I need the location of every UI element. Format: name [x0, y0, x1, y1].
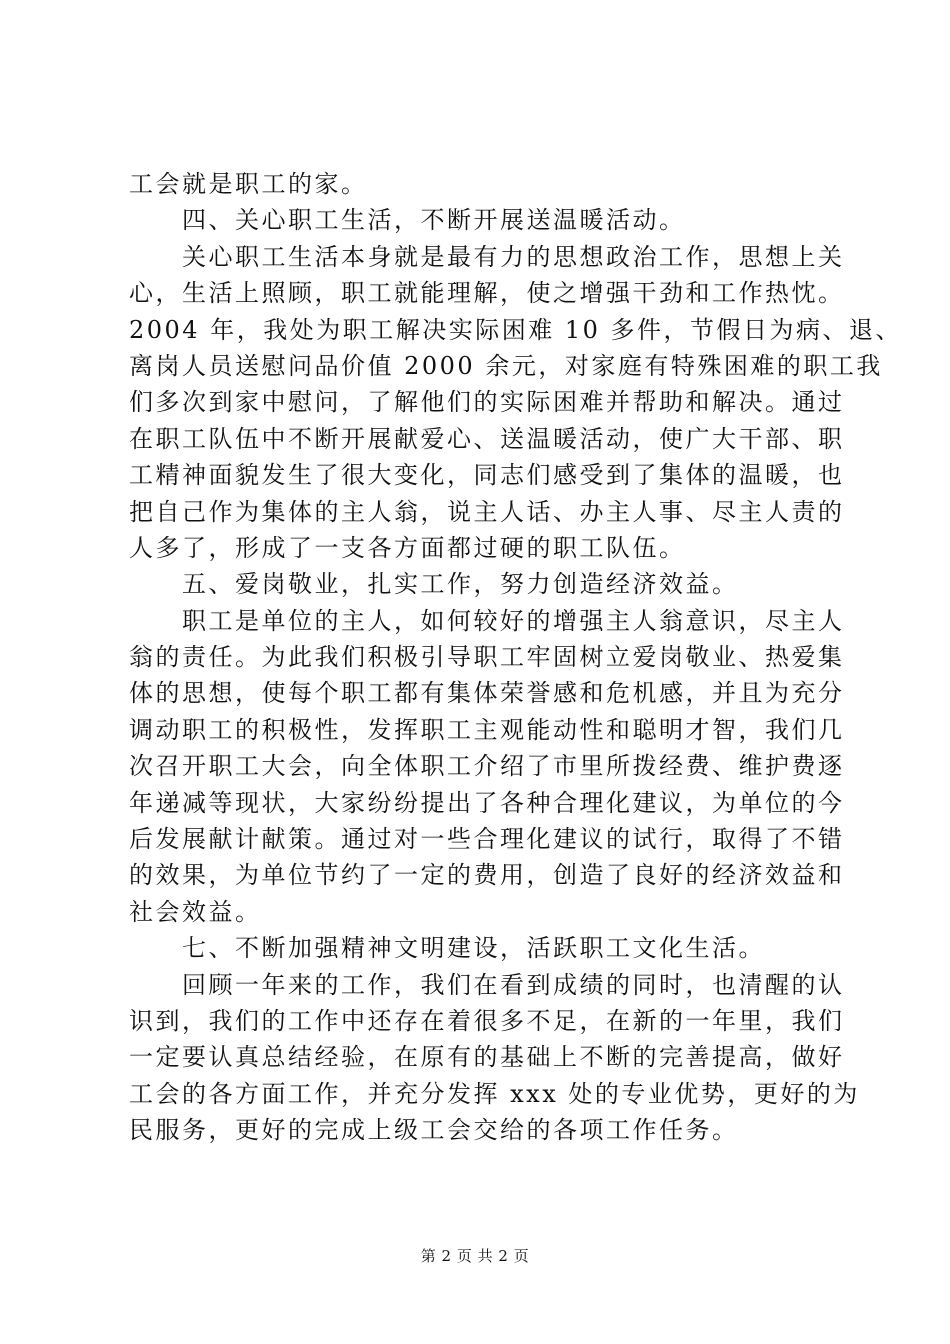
text-line: 四、关心职工生活，不断开展送温暖活动。 — [182, 206, 686, 235]
text-line: 五、爱岗敬业，扎实工作，努力创造经济效益。 — [182, 570, 739, 599]
text-line: 关心职工生活本身就是最有力的思想政治工作，思想上关 — [182, 242, 845, 271]
text-line: 工会的各方面工作，并充分发挥 xxx 处的专业优势，更好的为 — [129, 1079, 860, 1108]
text-line: 后发展献计献策。通过对一些合理化建议的试行，取得了不错 — [129, 825, 845, 854]
text-line: 把自己作为集体的主人翁，说主人话、办主人事、尽主人责的 — [129, 497, 845, 526]
text-line: 回顾一年来的工作，我们在看到成绩的同时，也清醒的认 — [182, 970, 845, 999]
text-line: 2004 年，我处为职工解决实际困难 10 多件，节假日为病、退、 — [129, 315, 903, 344]
text-line: 工会就是职工的家。 — [129, 170, 368, 198]
text-line: 在职工队伍中不断开展献爱心、送温暖活动，使广大干部、职 — [129, 424, 845, 453]
page-number-footer: 第 2 页 共 2 页 — [420, 1247, 530, 1265]
text-line: 七、不断加强精神文明建设，活跃职工文化生活。 — [182, 934, 765, 963]
text-line: 工精神面貌发生了很大变化，同志们感受到了集体的温暖，也 — [129, 461, 845, 490]
text-line: 翁的责任。为此我们积极引导职工牢固树立爱岗敬业、热爱集 — [129, 643, 845, 672]
document-body — [129, 166, 903, 1149]
text-line: 次召开职工大会，向全体职工介绍了市里所拨经费、维护费逐 — [129, 752, 845, 781]
text-line: 民服务，更好的完成上级工会交给的各项工作任务。 — [129, 1116, 739, 1145]
text-line: 一定要认真总结经验，在原有的基础上不断的完善提高，做好 — [129, 1043, 845, 1072]
text-line: 调动职工的积极性，发挥职工主观能动性和聪明才智，我们几 — [129, 715, 845, 744]
text-line: 年递减等现状，大家纷纷提出了各种合理化建议，为单位的今 — [129, 788, 845, 817]
text-line: 离岗人员送慰问品价值 2000 余元，对家庭有特殊困难的职工我 — [129, 351, 883, 380]
text-line: 职工是单位的主人，如何较好的增强主人翁意识，尽主人 — [182, 606, 845, 635]
text-line: 的效果，为单位节约了一定的费用，创造了良好的经济效益和 — [129, 861, 845, 890]
text-line: 体的思想，使每个职工都有集体荣誉感和危机感，并且为充分 — [129, 679, 845, 708]
text-line: 心，生活上照顾，职工就能理解，使之增强干劲和工作热忱。 — [129, 279, 845, 308]
text-line: 社会效益。 — [129, 897, 262, 926]
text-line: 们多次到家中慰问，了解他们的实际困难并帮助和解决。通过 — [129, 388, 845, 417]
text-line: 识到，我们的工作中还存在着很多不足，在新的一年里，我们 — [129, 1006, 845, 1035]
text-line: 人多了，形成了一支各方面都过硬的职工队伍。 — [129, 533, 686, 562]
